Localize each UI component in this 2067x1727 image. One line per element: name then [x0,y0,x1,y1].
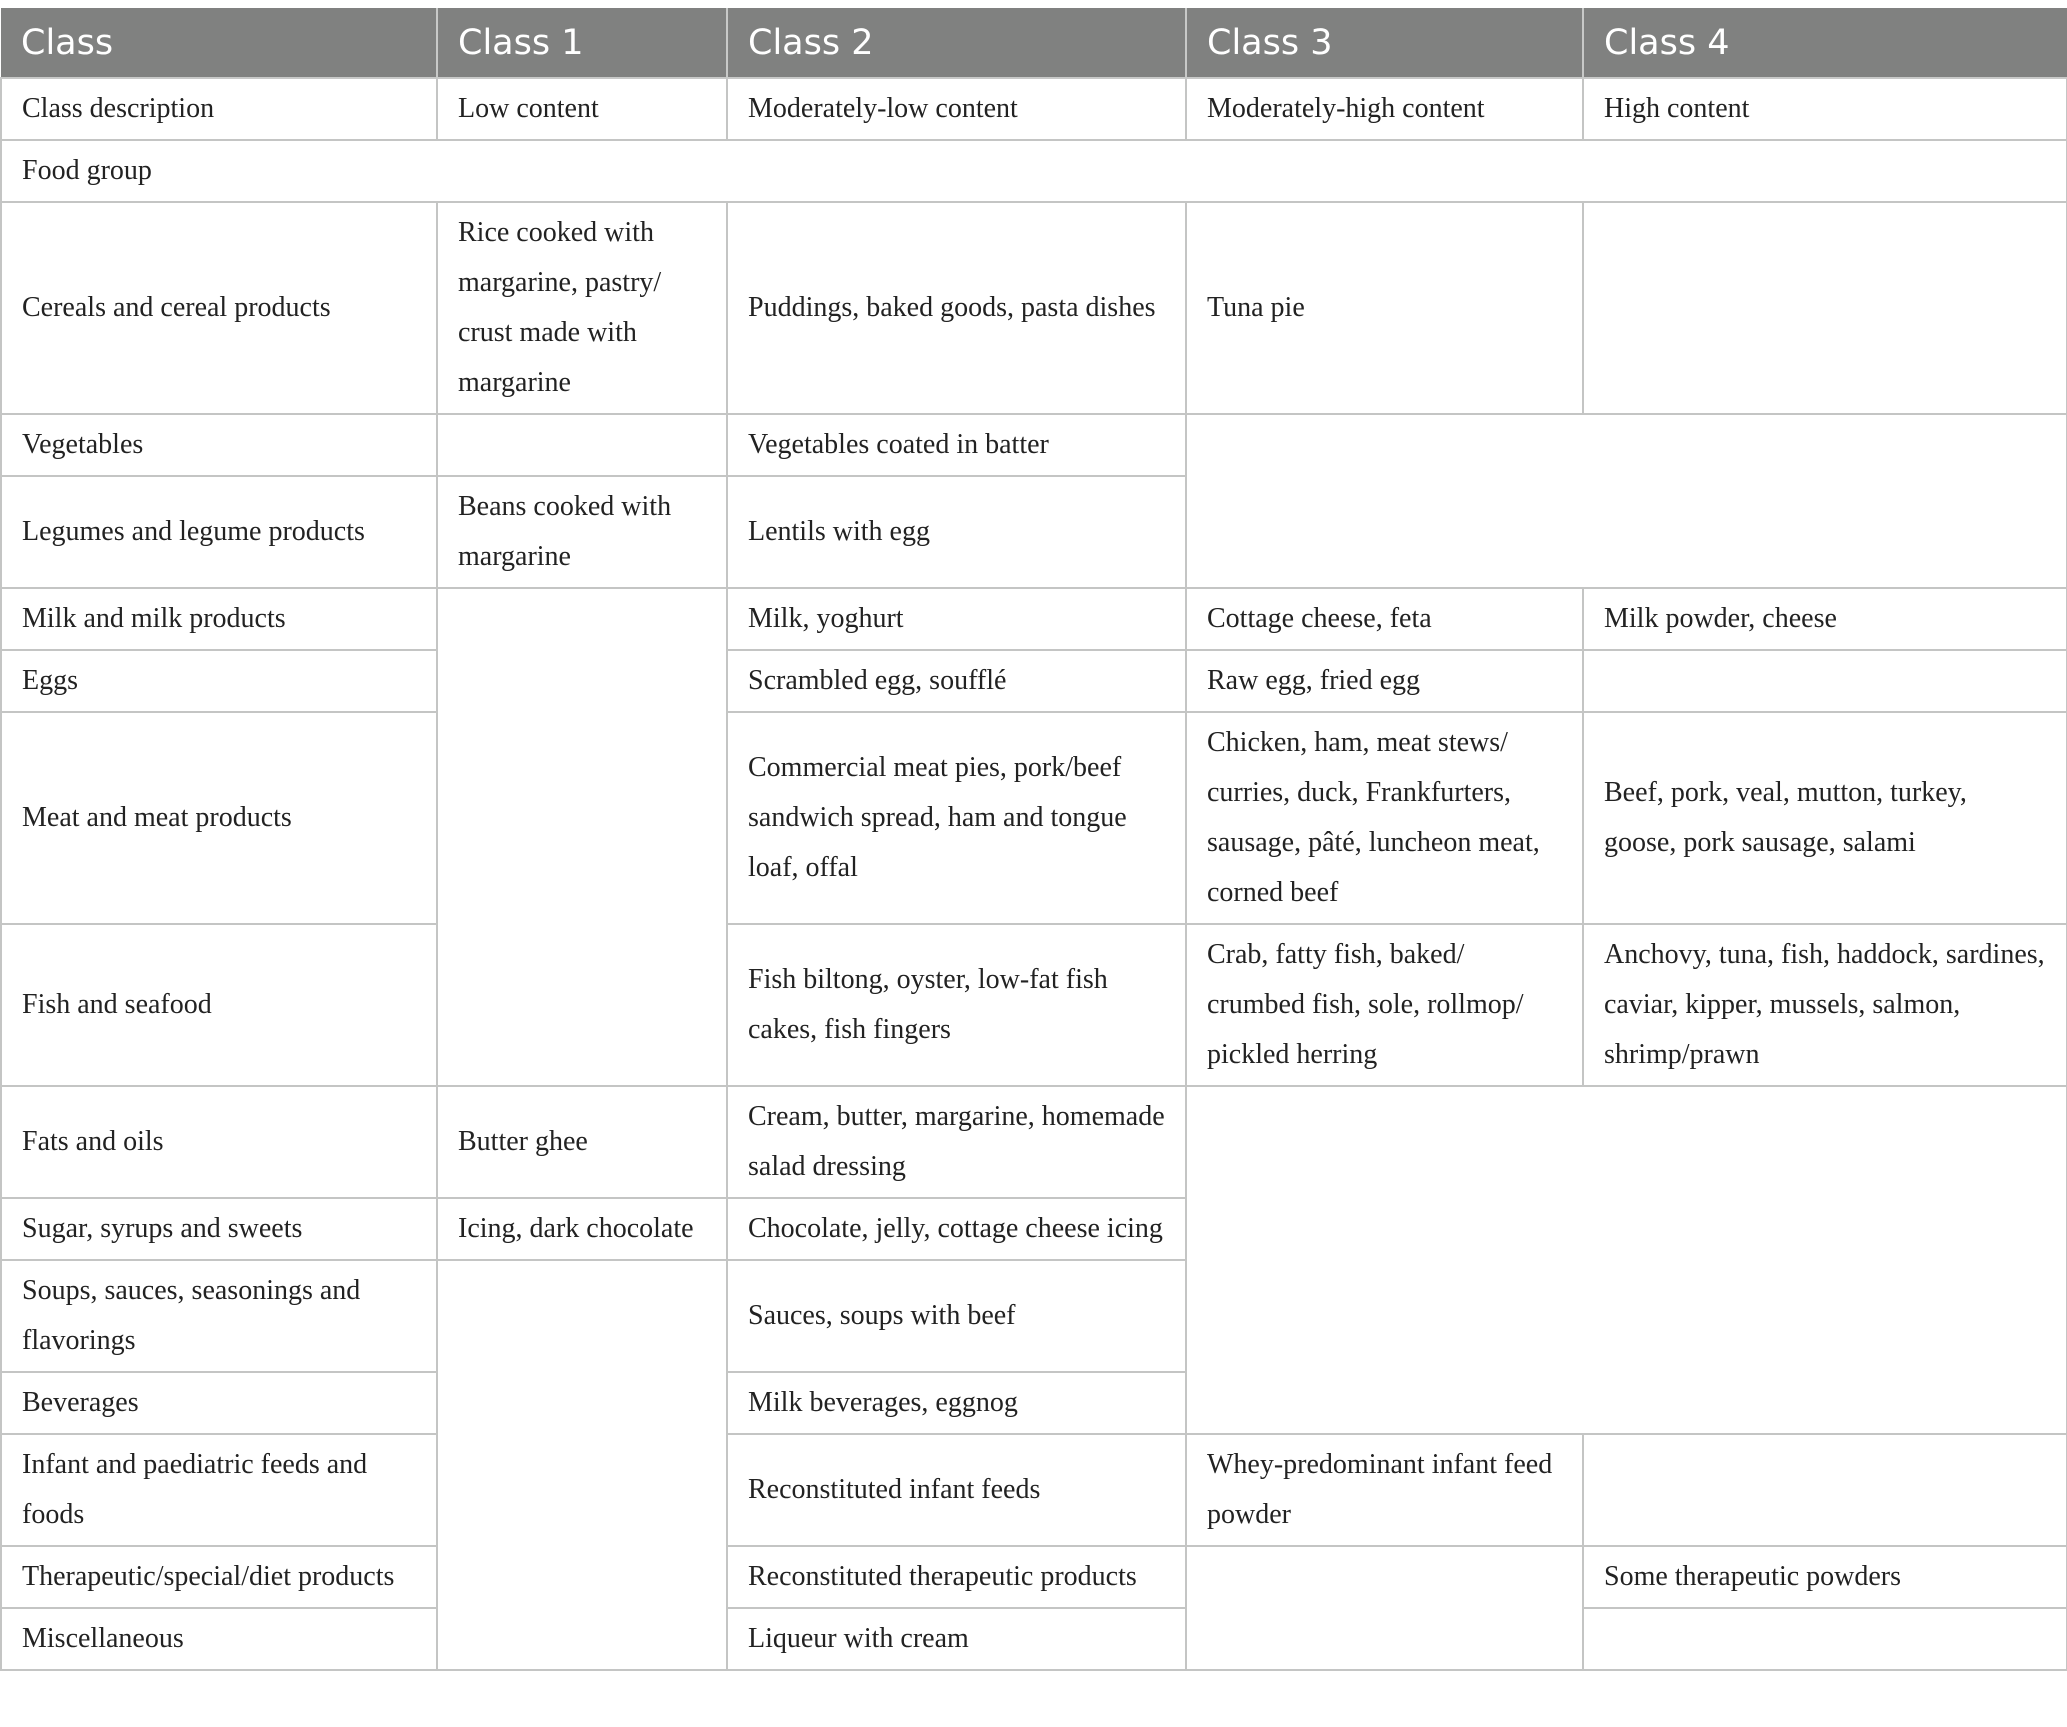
cell-class-1: Butter ghee [437,1086,727,1198]
cell-class-2: Commercial meat pies, pork/beef sandwich spread, ham and tongue loaf, offal [727,712,1186,924]
table-row-fish [1,924,2067,1086]
table-row-therapeutic [1,1546,2067,1608]
cell-class-4: High content [1583,78,2067,140]
cell-class-2: Milk beverages, eggnog [727,1372,1186,1434]
row-label: Therapeutic/special/diet products [1,1546,437,1608]
cell-class-3: Whey-predominant infant feed powder [1186,1434,1583,1546]
header-row [1,8,2067,78]
food-classification-table [0,8,2067,1671]
header-class-2: Class 2 [727,8,1186,78]
table-row-misc [1,1608,2067,1670]
cell-class-4 [1583,1608,2067,1670]
cell-class-2: Cream, butter, margarine, homemade salad dressing [727,1086,1186,1198]
table-row-food-group [1,140,2067,202]
cell-class-3: Moderately-high content [1186,78,1583,140]
empty-merged-cell [1186,414,2067,588]
empty-merged-cell [1186,1086,2067,1434]
empty-merged-cell [437,1260,727,1670]
cell-class-4: Milk powder, cheese [1583,588,2067,650]
row-label: Milk and milk products [1,588,437,650]
cell-class-2: Reconstituted infant feeds [727,1434,1186,1546]
cell-class-1: Beans cooked with margarine [437,476,727,588]
row-label: Cereals and cereal products [1,202,437,414]
row-label: Eggs [1,650,437,712]
cell-class-2: Vegetables coated in batter [727,414,1186,476]
cell-class-3: Crab, fatty fish, baked/ crumbed fish, sole, rollmop/ pickled herring [1186,924,1583,1086]
table-row-eggs [1,650,2067,712]
table-row-milk [1,588,2067,650]
table-row-infant [1,1434,2067,1546]
row-label: Fats and oils [1,1086,437,1198]
row-label: Sugar, syrups and sweets [1,1198,437,1260]
table-row-class-description [1,78,2067,140]
header-class-4: Class 4 [1583,8,2067,78]
empty-merged-cell [1186,1546,1583,1670]
cell-class-2: Puddings, baked goods, pasta dishes [727,202,1186,414]
cell-class-3: Raw egg, fried egg [1186,650,1583,712]
cell-class-2: Liqueur with cream [727,1608,1186,1670]
row-label: Legumes and legume products [1,476,437,588]
food-group-heading: Food group [1,140,2067,202]
header-class-3: Class 3 [1186,8,1583,78]
header-class-1: Class 1 [437,8,727,78]
row-label: Soups, sauces, seasonings and flavorings [1,1260,437,1372]
row-label: Infant and paediatric feeds and foods [1,1434,437,1546]
row-label: Meat and meat products [1,712,437,924]
row-label: Miscellaneous [1,1608,437,1670]
cell-class-1 [437,414,727,476]
cell-class-4 [1583,1434,2067,1546]
row-label: Beverages [1,1372,437,1434]
cell-class-2: Lentils with egg [727,476,1186,588]
cell-class-2: Fish biltong, oyster, low-fat fish cakes, fish fingers [727,924,1186,1086]
cell-class-3: Cottage cheese, feta [1186,588,1583,650]
cell-class-2: Chocolate, jelly, cottage cheese icing [727,1198,1186,1260]
table-row-vegetables [1,414,2067,476]
cell-class-2: Scrambled egg, soufflé [727,650,1186,712]
header-class: Class [1,8,437,78]
cell-class-2: Sauces, soups with beef [727,1260,1186,1372]
cell-class-1: Rice cooked with margarine, pastry/ crust made with margarine [437,202,727,414]
row-label: Class description [1,78,437,140]
table-container [0,8,2067,1671]
cell-class-1: Icing, dark chocolate [437,1198,727,1260]
cell-class-2: Moderately-low content [727,78,1186,140]
cell-class-4: Beef, pork, veal, mutton, turkey, goose, pork sausage, salami [1583,712,2067,924]
cell-class-4: Some therapeutic powders [1583,1546,2067,1608]
empty-merged-cell [437,588,727,1086]
table-row-meat [1,712,2067,924]
row-label: Fish and seafood [1,924,437,1086]
row-label: Vegetables [1,414,437,476]
table-row-fats [1,1086,2067,1198]
cell-class-4: Anchovy, tuna, fish, haddock, sardines, caviar, kipper, mussels, salmon, shrimp/prawn [1583,924,2067,1086]
cell-class-1: Low content [437,78,727,140]
table-row-cereals [1,202,2067,414]
cell-class-4 [1583,650,2067,712]
cell-class-4 [1583,202,2067,414]
cell-class-2: Milk, yoghurt [727,588,1186,650]
cell-class-2: Reconstituted therapeutic products [727,1546,1186,1608]
cell-class-3: Chicken, ham, meat stews/ curries, duck, Frankfurters, sausage, pâté, luncheon meat, corned beef [1186,712,1583,924]
cell-class-3: Tuna pie [1186,202,1583,414]
